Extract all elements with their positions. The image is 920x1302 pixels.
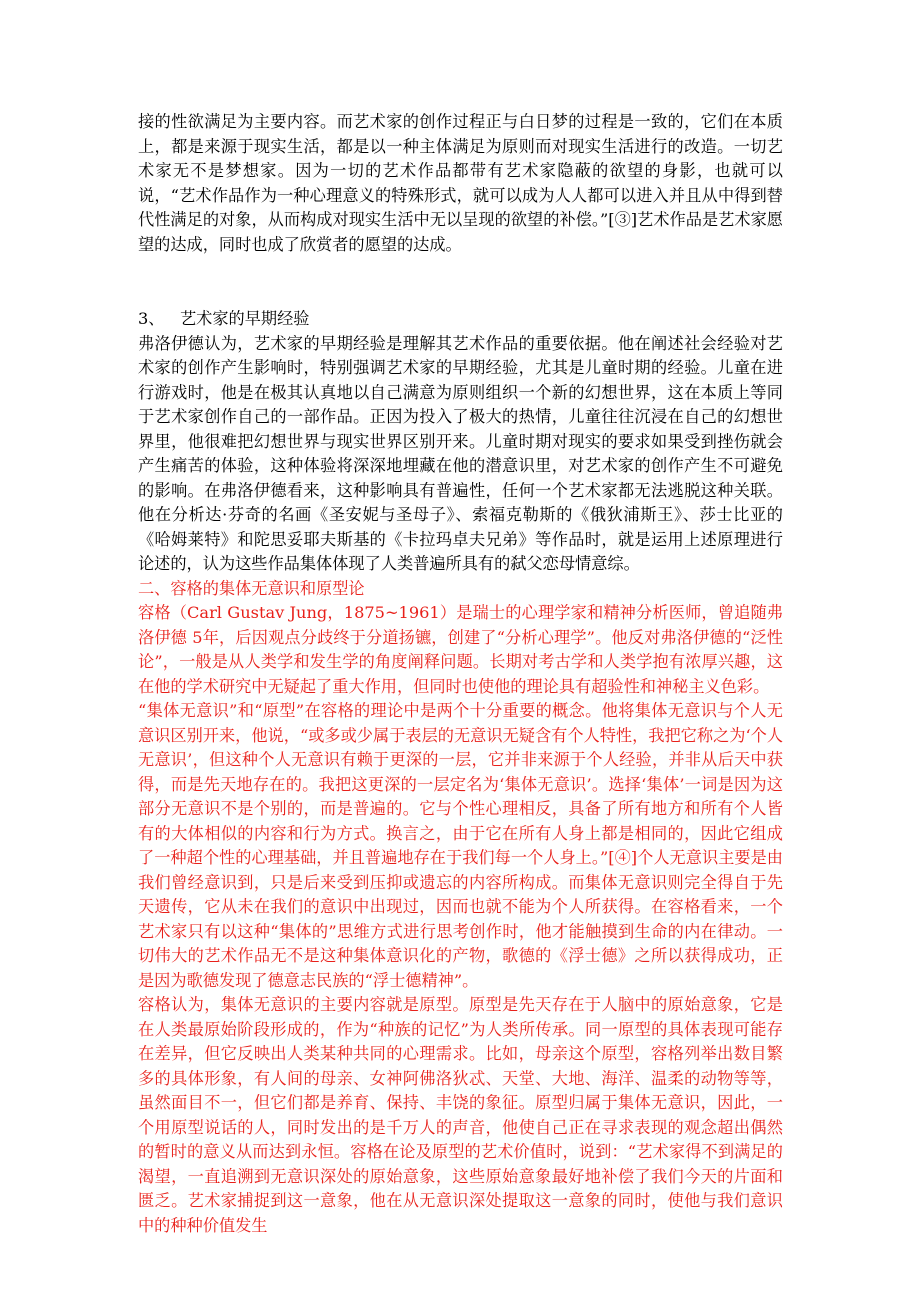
document-page [138,110,783,1238]
intro-paragraph: 接的性欲满足为主要内容。而艺术家的创作过程正与白日梦的过程是一致的，它们在本质上，都是来源于现实生活，都是以一种主体满足为原则而对现实生活进行的改造。一切艺术家无不是梦想家。因为一切的艺术作品都带有艺术家隐蔽的欲望的身影，也就可以说，“艺术作品作为一种心理意义的特殊形式，就可以成为人人都可以进入并且从中得到替代性满足的对象，从而构成对现实生活中无以呈现的欲望的补偿。”[③]艺术作品是艺术家愿望的达成，同时也成了欣赏者的愿望的达成。 [138,112,783,254]
paragraph-spacer [138,257,783,307]
jung-intro-paragraph: 容格（Carl Gustav Jung，1875~1961）是瑞士的心理学家和精神分析医师，曾追随弗洛伊德 5年，后因观点分歧终于分道扬镳，创建了“分析心理学”。他反对弗洛伊德的“泛性论”，一般是从人类学和发生学的角度阐释问题。长期对考古学和人类学抱有浓厚兴趣，这在他的学术研究中无疑起了重大作用，但同时也使他的理论具有超验性和神秘主义色彩。 [138,603,783,696]
section-3-number: 3、 [138,309,165,328]
collective-unconscious-paragraph: “集体无意识”和“原型”在容格的理论中是两个十分重要的概念。他将集体无意识与个人无意识区别开来，他说，“或多或少属于表层的无意识无疑含有个人特性，我把它称之为‘个人无意识’，但这种个人无意识有赖于更深的一层，它并非来源于个人经验，并非从后天中获得，而是先天地存在的。我把这更深的一层定名为‘集体无意识’。选择‘集体’一词是因为这部分无意识不是个别的，而是普遍的。它与个性心理相反，具备了所有地方和所有个人皆有的大体相似的内容和行为方式。换言之，由于它在所有人身上都是相同的，因此它组成了一种超个性的心理基础，并且普遍地存在于我们每一个人身上。”[④]个人无意识主要是由我们曾经意识到，只是后来受到压抑或遗忘的内容所构成。而集体无意识则完全得自于先天遗传，它从未在我们的意识中出现过，因而也就不能为个人所获得。在容格看来，一个艺术家只有以这种“集体的”思维方式进行思考创作时，他才能触摸到生命的内在律动。一切伟大的艺术作品无不是这种集体意识化的产物，歌德的《浮士德》之所以获得成功，正是因为歌德发现了德意志民族的“浮士德精神”。 [138,701,783,990]
section-3-heading [138,307,783,332]
section-3-paragraph: 弗洛伊德认为，艺术家的早期经验是理解其艺术作品的重要依据。他在阐述社会经验对艺术家的创作产生影响时，特别强调艺术家的早期经验，尤其是儿童时期的经验。儿童在进行游戏时，他是在极其认真地以自己满意为原则组织一个新的幻想世界，这在本质上等同于艺术家创作自己的一部作品。正因为投入了极大的热情，儿童往往沉浸在自己的幻想世界里，他很难把幻想世界与现实世界区别开来。儿童时期对现实的要求如果受到挫伤就会产生痛苦的体验，这种体验将深深地埋藏在他的潜意识里，对艺术家的创作产生不可避免的影响。在弗洛伊德看来，这种影响具有普遍性，任何一个艺术家都无法逃脱这种关联。他在分析达·芬奇的名画《圣安妮与圣母子》、索福克勒斯的《俄狄浦斯王》、莎士比亚的《哈姆莱特》和陀思妥耶夫斯基的《卡拉玛卓夫兄弟》等作品时，就是运用上述原理进行论述的，认为这些作品集体体现了人类普遍所具有的弑父恋母情意综。 [138,333,783,573]
archetype-paragraph: 容格认为，集体无意识的主要内容就是原型。原型是先天存在于人脑中的原始意象，它是在人类最原始阶段形成的，作为“种族的记忆”为人类所传承。同一原型的具体表现可能存在差异，但它反映出人类某种共同的心理需求。比如，母亲这个原型，容格列举出数目繁多的具体形象，有人间的母亲、女神阿佛洛狄忒、天堂、大地、海洋、温柔的动物等等，虽然面目不一，但它们都是养育、保持、丰饶的象征。原型归属于集体无意识，因此，一个用原型说话的人，同时发出的是千万人的声音，他使自己正在寻求表现的观念超出偶然的暂时的意义从而达到永恒。容格在论及原型的艺术价值时，说到：“艺术家得不到满足的渴望，一直追溯到无意识深处的原始意象，这些原始意象最好地补偿了我们今天的片面和匮乏。艺术家捕捉到这一意象，他在从无意识深处提取这一意象的同时，使他与我们意识中的种种价值发生 [138,995,783,1235]
section-3-title: 艺术家的早期经验 [180,309,310,328]
section-two-heading: 二、容格的集体无意识和原型论 [138,578,365,598]
